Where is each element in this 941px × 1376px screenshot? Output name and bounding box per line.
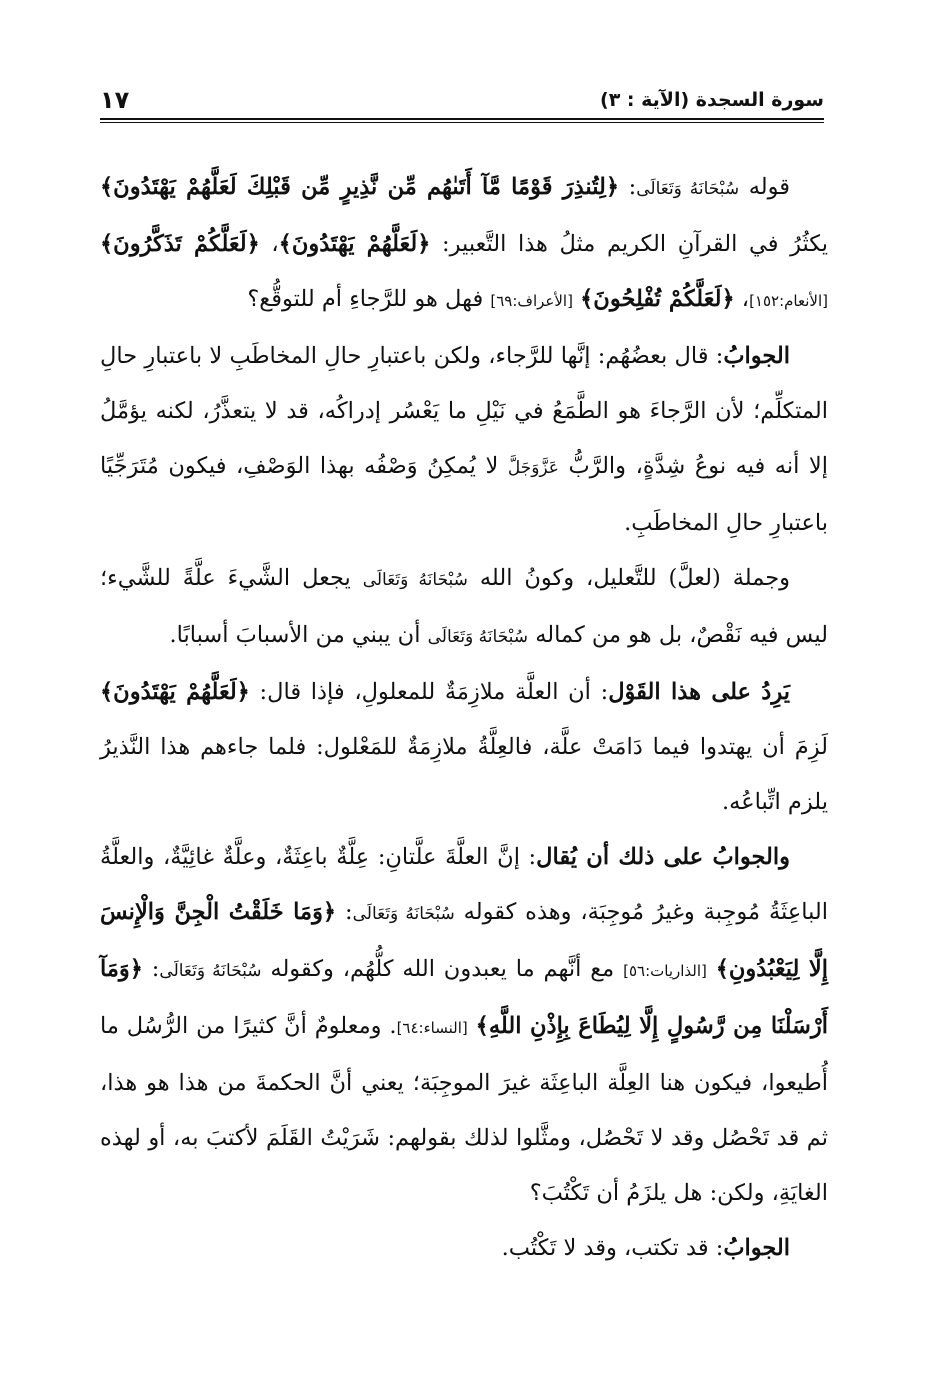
- verse-reference: [الذاريات:٥٦]: [623, 962, 707, 980]
- quran-verse: ﴿لِتُنذِرَ قَوْمًا مَّآ أَتَىٰهُم مِّن نَّذِيرٍ مِّن قَبْلِكَ لَعَلَّهُمْ يَهْتَدُونَ﴾: [100, 174, 620, 200]
- body-text: [707, 956, 716, 982]
- quran-verse: ﴿وَمَا خَلَقْتُ الْجِنَّ وَالْإِنسَ إِلَّا لِيَعْبُدُونِ﴾: [100, 899, 828, 982]
- page-body: [100, 160, 828, 1276]
- quran-verse: ﴿لَعَلَّهُمْ يَهْتَدُونَ﴾: [278, 231, 431, 257]
- body-text: وجملة (لعلَّ) للتَّعليل، وكونُ الله: [467, 565, 790, 591]
- honorific-text: سُبْحَانَهُ وَتَعَالَى: [362, 570, 468, 590]
- verse-reference: [الأعراف:٦٩]: [490, 292, 573, 310]
- honorific-text: عَزَّوَجَلَّ: [507, 458, 559, 478]
- paragraph-objection: [100, 665, 828, 830]
- body-text: لَزِمَ أن يهتدوا فيما دَامَتْ علَّة، فالعِلَّةُ ملازِمَةٌ للمَعْلول: فلما جاءهم هذا النَّذيرُ يلزم اتِّباعُه.: [100, 734, 828, 815]
- paragraph-lalla: [100, 551, 828, 665]
- body-text: :: [142, 956, 160, 982]
- page-header: [100, 84, 824, 124]
- body-text: [468, 1013, 476, 1039]
- header-rule-thin: [100, 122, 824, 123]
- paragraph-answer: [100, 329, 828, 551]
- body-text: ،: [734, 286, 750, 312]
- body-text: لا يُمكِنُ وَصْفُه بهذا الوَصْفِ، فيكون مُتَرَجِّيًا باعتبارِ حالِ المخاطَبِ.: [100, 453, 828, 536]
- quran-verse: ﴿وَمَآ أَرْسَلْنَا مِن رَّسُولٍ إِلَّا لِيُطَاعَ بِإِذْنِ اللَّهِ﴾: [100, 956, 828, 1039]
- body-text: :: [336, 899, 353, 925]
- paragraph-reply: [100, 830, 828, 1221]
- body-text: يجعل الشَّيءَ علَّةً للشَّيء؛ ليس فيه نَقْصٌ، بل هو من كماله: [100, 565, 828, 648]
- honorific-text: سُبْحَانَهُ وَتَعَالَى: [159, 961, 262, 981]
- body-text: فهل هو للرَّجاءِ أم للتوقُّع؟: [247, 286, 491, 312]
- body-text: مع أنَّهم ما يعبدون الله كلُّهُم، وكقوله: [261, 956, 624, 982]
- lead-word: يَرِدُ على هذا القَوْل: [608, 679, 791, 705]
- lead-word: الجوابُ: [723, 1235, 790, 1261]
- verse-reference: [النساء:٦٤]: [396, 1019, 468, 1037]
- body-text: : قال بعضُهُم: إنَّها للرَّجاء، ولكن باعتبارِ حالِ المخاطَبِ لا باعتبارِ حالِ المتكلِّم؛ لأن الرَّجاءَ هو الطَّمَعُ في نَيْلِ ما يَعْسُر إدراكُه، قد لا يتعذَّرُ، لكنه يؤمَّلُ إلا أنه فيه نوعُ شِدَّةٍ، والرَّبُّ: [100, 343, 828, 479]
- honorific-text: سُبْحَانَهُ وَتَعَالَى: [352, 904, 455, 924]
- running-title: سورة السجدة (الآية : ٣): [600, 89, 824, 111]
- body-text: يكثُرُ في القرآنِ الكريم مثلُ هذا التَّعبير:: [430, 231, 828, 257]
- verse-reference: [الأنعام:١٥٢]: [749, 292, 828, 310]
- quran-verse: ﴿لَعَلَّكُمْ تَذَكَّرُونَ﴾: [100, 231, 260, 257]
- quran-verse: ﴿لَعَلَّهُمْ يَهْتَدُونَ﴾: [100, 679, 250, 705]
- body-text: :: [619, 174, 637, 200]
- paragraph-question: [100, 160, 828, 329]
- body-text: : قد تكتب، وقد لا تَكْتُب.: [501, 1235, 724, 1261]
- page-number: ١٧: [100, 86, 130, 114]
- lead-word: والجوابُ على ذلك أن يُقال: [536, 844, 790, 870]
- paragraph-final-answer: [100, 1221, 828, 1276]
- quran-verse: ﴿لَعَلَّكُمْ تُفْلِحُونَ﴾: [580, 286, 735, 312]
- body-text: أن يبني من الأسبابَ أسبابًا.: [169, 622, 428, 648]
- body-text: : أن العلَّة ملازِمَةٌ للمعلولِ، فإذا قال:: [249, 679, 609, 705]
- lead-word: الجوابُ: [723, 343, 790, 369]
- body-text: : إنَّ العلَّةَ علَّتانِ: عِلَّةٌ باعِثَةٌ، وعلَّةٌ غائِيَّةٌ، والعلَّةُ الباعِثَةُ مُوجِبة وغيرُ مُوجِبَة، وهذه كقوله: [100, 844, 829, 925]
- body-text: . ومعلومٌ أنَّ كثيرًا من الرُّسُل ما أُطيعوا، فيكون هنا العِلَّة الباعِثَة غيرَ الموجِبَة؛ يعني أنَّ الحكمةَ من هذا هو هذا، ثم قد تَحْصُل وقد لا تَحْصُل، ومثَّلوا لذلك بقولهم: شَرَيْتُ القَلَمَ لأكتبَ به، أو لهذه الغايَةِ، ولكن: هل يلزَمُ أن تَكْتُبَ؟: [100, 1013, 828, 1206]
- header-rule: [100, 118, 824, 120]
- body-text: قوله: [739, 174, 791, 200]
- body-text: ،: [259, 231, 279, 257]
- honorific-text: سُبْحَانَهُ وَتَعَالَى: [427, 627, 529, 647]
- honorific-text: سُبْحَانَهُ وَتَعَالَى: [636, 179, 740, 199]
